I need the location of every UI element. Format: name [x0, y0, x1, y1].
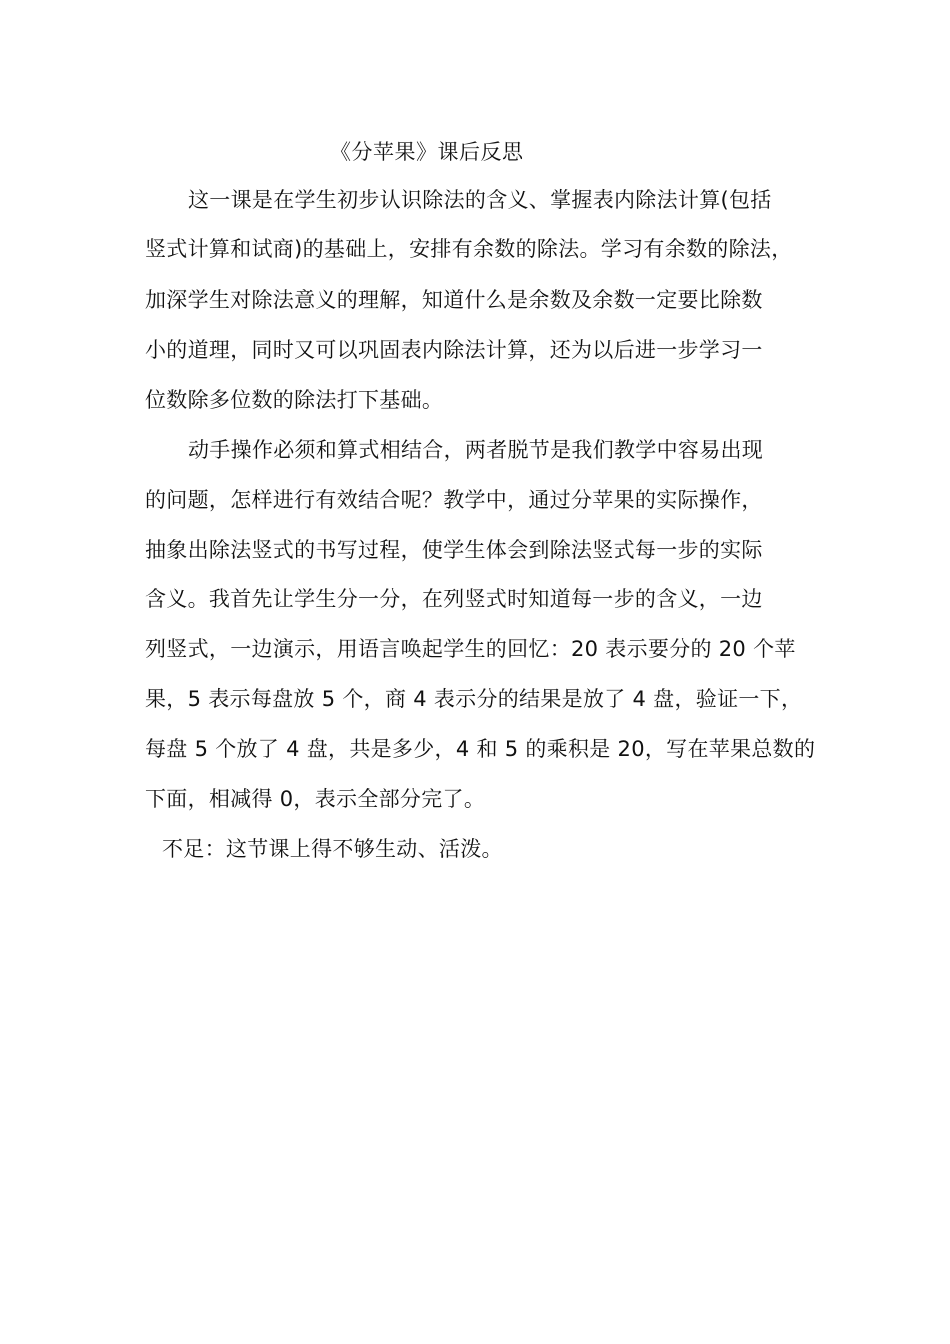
paragraph-2-line-8: 下面，相减得 0，表示全部分完了。 [145, 787, 486, 811]
paragraph-2-line-6: 果，5 表示每盘放 5 个，商 4 表示分的结果是放了 4 盘，验证一下， [145, 687, 803, 711]
footer-note: 不足：这节课上得不够生动、活泼。 [162, 837, 503, 861]
paragraph-1-line-3: 加深学生对除法意义的理解，知道什么是余数及余数一定要比除数 [145, 288, 763, 312]
paragraph-2-line-4: 含义。我首先让学生分一分，在列竖式时知道每一步的含义，一边 [145, 587, 763, 611]
paragraph-2-line-2: 的问题，怎样进行有效结合呢？教学中，通过分苹果的实际操作， [145, 488, 763, 512]
paragraph-2-line-3: 抽象出除法竖式的书写过程，使学生体会到除法竖式每一步的实际 [145, 538, 763, 562]
document-title: 《分苹果》课后反思 [330, 140, 524, 164]
paragraph-2-line-1: 动手操作必须和算式相结合，两者脱节是我们教学中容易出现 [188, 438, 764, 462]
paragraph-2-line-7: 每盘 5 个放了 4 盘，共是多少，4 和 5 的乘积是 20，写在苹果总数的 [145, 737, 816, 761]
paragraph-1-line-4: 小的道理，同时又可以巩固表内除法计算，还为以后进一步学习一 [145, 338, 763, 362]
paragraph-2-line-5: 列竖式，一边演示，用语言唤起学生的回忆：20 表示要分的 20 个苹 [145, 637, 796, 661]
paragraph-1-line-1: 这一课是在学生初步认识除法的含义、掌握表内除法计算(包括 [188, 188, 772, 212]
paragraph-1-line-5: 位数除多位数的除法打下基础。 [145, 388, 444, 412]
paragraph-1-line-2: 竖式计算和试商)的基础上，安排有余数的除法。学习有余数的除法， [145, 237, 793, 261]
